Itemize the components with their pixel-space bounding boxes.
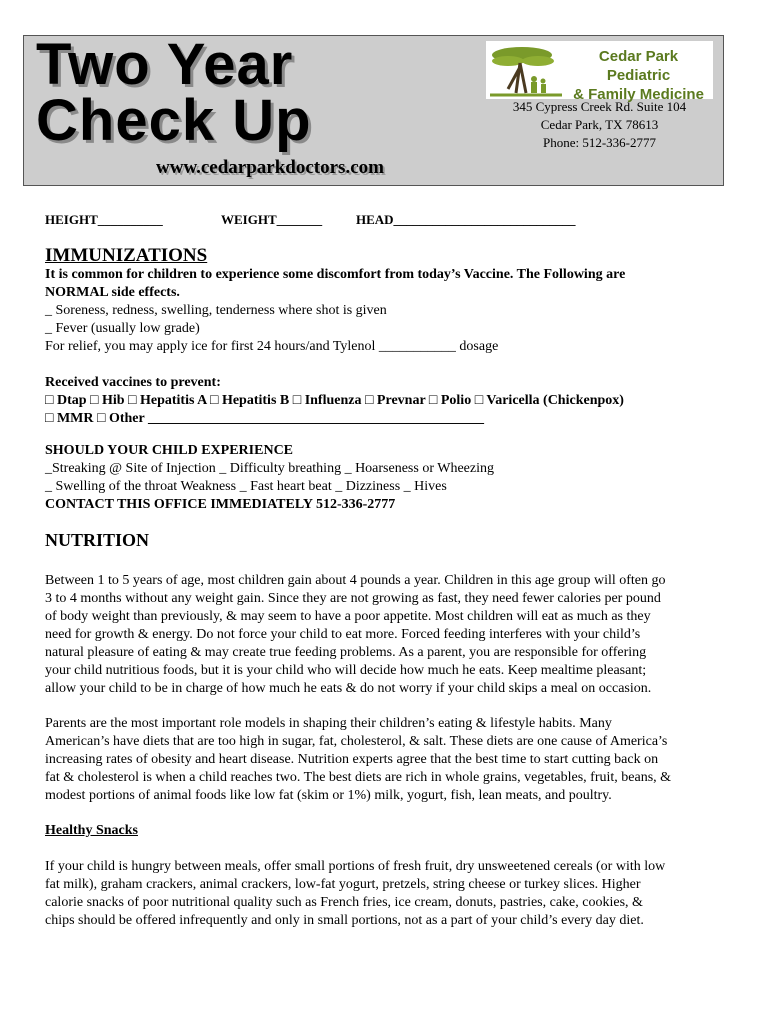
address-line-2: Cedar Park, TX 78613 — [540, 117, 659, 132]
side-effect-item: _ Soreness, redness, swelling, tenderness where shot is given — [45, 303, 387, 318]
phone-number: Phone: 512-336-2777 — [542, 135, 657, 150]
side-effect-item: _ Fever (usually low grade) — [45, 321, 200, 336]
header-banner — [23, 32, 724, 186]
received-vaccines-heading: Received vaccines to prevent: — [45, 375, 221, 390]
side-effects-intro-2: NORMAL side effects. — [45, 285, 180, 300]
vaccine-checklist-row-1[interactable]: □ Dtap □ Hib □ Hepatitis A □ Hepatitis B □ Influenza □ Prevnar □ Polio □ Varicella (Chickenpox) — [45, 393, 624, 408]
paragraph-line: Parents are the most important role models in shaping their children’s eating & lifestyle habits. Many — [45, 716, 612, 731]
height-field[interactable]: HEIGHT__________ — [45, 212, 163, 227]
paragraph-line: calorie snacks of poor nutritional quality such as French fries, ice cream, donuts, pastries, cake, cookies, & — [45, 895, 643, 910]
immunizations-heading: IMMUNIZATIONS — [45, 245, 208, 266]
relief-instructions: For relief, you may apply ice for first 24 hours/and Tylenol ___________ dosage — [45, 339, 499, 354]
address-line-1: 345 Cypress Creek Rd. Suite 104 — [512, 99, 687, 114]
paragraph-line: modest portions of animal foods like low fat (skim or 1%) milk, yogurt, fish, lean meats, and poultry. — [45, 788, 612, 803]
paragraph-line: chips should be offered infrequently and only in small portions, not as a part of your child’s every day diet. — [45, 913, 644, 928]
nutrition-heading: NUTRITION — [45, 530, 150, 550]
paragraph-line: need for growth & energy. Do not force your child to eat more. Forced feeding interferes with your child’s — [45, 627, 641, 642]
clinic-address — [486, 98, 713, 152]
website-url: www.cedarparkdoctors.com — [156, 157, 384, 178]
paragraph-line: increasing rates of obesity and heart disease. Nutrition experts agree that the best time to start cutting back on — [45, 752, 659, 767]
paragraph-line: fat milk), graham crackers, animal crackers, low-fat yogurt, pretzels, string cheese or turkey slices. Higher — [45, 877, 641, 892]
clinic-name-line-2: & Family Medicine — [573, 86, 704, 103]
title-line-1: Two Year — [36, 32, 294, 97]
paragraph-line: American’s have diets that are too high in sugar, fat, cholesterol, & salt. These diets are one cause of America’s — [45, 734, 668, 749]
symptoms-line-1: _Streaking @ Site of Injection _ Difficulty breathing _ Hoarseness or Wheezing — [45, 461, 494, 476]
title-line-2: Check Up — [36, 88, 312, 153]
nutrition-paragraph-2 — [45, 715, 735, 805]
paragraph-line: allow your child to be in charge of how much he eats & do not worry if your child skips a meal on occasion. — [45, 681, 652, 696]
tree-family-icon — [486, 41, 566, 99]
paragraph-line: If your child is hungry between meals, offer small portions of fresh fruit, dry unsweetened cereals (or with low — [45, 859, 666, 874]
should-experience-heading: SHOULD YOUR CHILD EXPERIENCE — [45, 443, 294, 458]
side-effects-intro-1: It is common for children to experience some discomfort from today’s Vaccine. The Following are — [45, 267, 626, 282]
paragraph-line: 3 to 4 months without any weight gain. Since they are not growing as fast, they need fewer calories per pound — [45, 591, 661, 606]
nutrition-paragraph-1 — [45, 572, 735, 698]
clinic-name-line-1: Cedar Park Pediatric — [598, 48, 679, 84]
contact-office-notice: CONTACT THIS OFFICE IMMEDIATELY 512-336-2777 — [45, 497, 396, 512]
weight-field[interactable]: WEIGHT_______ — [221, 212, 323, 227]
paragraph-line: fat & cholesterol is when a child reaches two. The best diets are rich in whole grains, vegetables, fruit, beans, & — [45, 770, 672, 785]
paragraph-line: natural pleasure of eating & may create true feeding problems. As a parent, you are responsible for offering — [45, 645, 647, 660]
healthy-snacks-heading: Healthy Snacks — [45, 823, 138, 838]
symptoms-line-2: _ Swelling of the throat Weakness _ Fast heart beat _ Dizziness _ Hives — [45, 479, 447, 494]
clinic-logo — [486, 41, 713, 103]
clinic-name — [566, 47, 711, 104]
vaccine-checklist-row-2[interactable]: □ MMR □ Other ________________________________________________ — [45, 411, 484, 426]
head-field[interactable]: HEAD____________________________ — [356, 212, 576, 227]
paragraph-line: of body weight than previously, & may seem to have a poor appetite. Most children will eat as much as they — [45, 609, 651, 624]
paragraph-line: Between 1 to 5 years of age, most children gain about 4 pounds a year. Children in this age group will often go — [45, 573, 666, 588]
paragraph-line: your child nutritious foods, but it is your child who will decide how much he eats. Keep mealtime pleasant; — [45, 663, 647, 678]
healthy-snacks-paragraph — [45, 858, 735, 930]
